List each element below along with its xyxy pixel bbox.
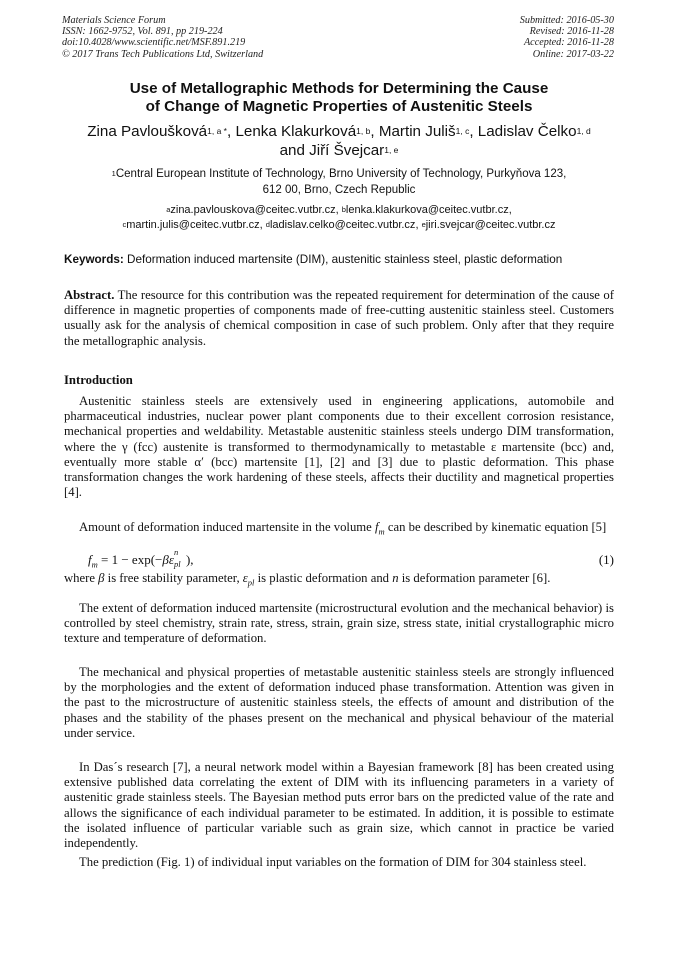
p2-text: Amount of deformation induced martensite in the volume <box>79 520 375 534</box>
p3-beta: β <box>98 571 105 585</box>
author-list <box>40 123 638 160</box>
email-sup: a <box>166 205 171 214</box>
affiliation-line-1 <box>40 167 638 183</box>
p3-n: n <box>392 571 399 585</box>
email-link[interactable]: martin.julis@ceitec.vutbr.cz <box>126 219 260 231</box>
email-sup: e <box>421 220 426 229</box>
emails-line-1: $^a$zina.pavlouskova@ceitec.vutbr.cz, $^b$lenka.klakurkova@ceitec.vutbr.cz, <box>166 204 512 216</box>
abstract-label: Abstract. <box>64 288 115 302</box>
keywords-text: Deformation induced martensite (DIM), austenitic stainless steel, plastic deformation <box>123 253 563 266</box>
email-link[interactable]: ladislav.celko@ceitec.vutbr.cz <box>269 219 416 231</box>
copyright-line: © 2017 Trans Tech Publications Ltd, Switzerland <box>62 48 264 60</box>
eq-end: ), <box>185 552 194 567</box>
paragraph-4: The extent of deformation induced martensite (microstructural evolution and the mechanical behavior) is controlled by steel chemistry, strain rate, stress, strain, grain size, stress state, initial crystallographic micro texture and temperature of deformation. <box>64 601 614 646</box>
paragraph-5: The mechanical and physical properties of metastable austenitic stainless steels are strongly influenced by the morphologies and the extent of deformation induced phase transformation. Attention was given in the past to the microstructure of austenitic stainless steels, the effects of amount and distribution of the phases and the stability of the phases present on the mechanical and physical behaviour of the material under service. <box>64 665 614 740</box>
eq-mid: = 1 − exp(− <box>97 552 163 567</box>
abstract <box>64 288 614 349</box>
equation-expression <box>88 547 194 570</box>
author-name: Martin Juliš <box>378 123 456 140</box>
submitted-date: Submitted: 2016-05-30 <box>519 15 614 26</box>
authors-line-2 <box>40 142 638 161</box>
author-separator: , <box>469 123 478 140</box>
p2-text-end: can be described by kinematic equation [5] <box>384 520 607 534</box>
title-line-1: Use of Metallographic Methods for Determining the Cause <box>129 80 549 97</box>
abstract-text: The resource for this contribution was the repeated requirement for determination of the cause of difference in magnetic properties of components made of free-cutting austenitic stainless steel. Customers usually ask for the analysis of chemical composition in case of such problem. Only after that they require the metallographic analysis. <box>64 288 614 348</box>
author-separator: , <box>370 123 379 140</box>
eq-sub: pl <box>173 559 181 569</box>
affiliation-sup: 1 <box>111 169 116 178</box>
paragraph-2 <box>64 520 614 540</box>
paragraph-3 <box>64 571 614 591</box>
email-link[interactable]: jiri.svejcar@ceitec.vutbr.cz <box>425 219 556 231</box>
author-sup: 1, a * <box>207 126 227 136</box>
paragraph-7: The prediction (Fig. 1) of individual input variables on the formation of DIM for 304 stainless steel. <box>79 855 587 869</box>
p3-text: where <box>64 571 99 585</box>
p3-text: is deformation parameter [6]. <box>398 571 551 585</box>
email-sup: d <box>265 220 270 229</box>
online-date: Online: 2017-03-22 <box>532 48 614 60</box>
eq-lhs-sub: m <box>91 559 98 570</box>
affiliation-text: Central European Institute of Technology, Brno University of Technology, Purkyňova 123, <box>115 168 567 180</box>
keywords <box>64 253 616 267</box>
equation-number: (1) <box>598 552 614 567</box>
email-link[interactable]: zina.pavlouskova@ceitec.vutbr.cz <box>170 204 336 216</box>
author-separator: and <box>279 141 310 159</box>
author-name: Ladislav Čelko <box>477 123 577 140</box>
p3-text: is plastic deformation and <box>254 571 393 585</box>
paragraph-1: Austenitic stainless steels are extensively used in engineering applications, automobile and pharmaceutical industries, nuclear power plant components due to their excellent corrosion resistance, mechanical properties and weldability. Metastable austenitic stainless steels undergo DIM transformation, where the γ (fcc) austenite is transformed to thermodynamically to metastable ε martensite (bcc) and, eventually more stable α′ (bcc) martensite [1], [2] and [3] due to plastic deformation. This phase transformation changes the work hardening of these steels, affects their ductility and magnetical properties [4]. <box>64 394 614 500</box>
accepted-date: Accepted: 2016-11-28 <box>523 37 614 49</box>
author-sup: 1, c <box>455 126 470 136</box>
author-sup: 1, b <box>356 126 371 136</box>
authors-line-1 <box>40 123 638 142</box>
p3-eps: ε <box>242 571 248 585</box>
author-name: Zina Pavloušková <box>87 123 208 140</box>
p3-eps-sub: pl <box>247 577 255 588</box>
emails-line-2: $^c$martin.julis@ceitec.vutbr.cz, $^d$ladislav.celko@ceitec.vutbr.cz, $^e$jiri.svejcar@ceitec.vutbr.cz <box>122 219 556 231</box>
doi-line[interactable]: doi:10.4028/www.scientific.net/MSF.891.219 <box>62 37 246 49</box>
issn-line: ISSN: 1662-9752, Vol. 891, pp 219-224 <box>62 26 223 38</box>
eq-beta-eps: βε <box>162 552 174 567</box>
email-sup: c <box>122 220 127 229</box>
p2-var-sub: m <box>378 526 385 537</box>
eq-sup: n <box>173 547 179 557</box>
equation-1 <box>88 547 614 573</box>
paper-title <box>40 80 638 116</box>
affiliation-line-2: 612 00, Brno, Czech Republic <box>262 183 416 196</box>
journal-name: Materials Science Forum <box>62 15 166 26</box>
journal-header-right <box>520 15 614 60</box>
revised-date: Revised: 2016-11-28 <box>529 26 614 38</box>
keywords-label: Keywords: <box>64 253 124 266</box>
eq-lhs: f <box>88 552 92 567</box>
email-list <box>40 203 638 233</box>
author-name: Lenka Klakurková <box>235 123 357 140</box>
journal-header-left <box>62 15 263 60</box>
eq-scripts <box>173 547 186 569</box>
paragraph-6: In Das´s research [7], a neural network model within a Bayesian framework [8] has been created using extensive published data correlating the extent of DIM with its influencing parameters in a variety of austenitic grade stainless steels. The Bayesian method puts error bars on the predicted value of the rate and allows the significance of each individual parameter to be estimated. In addition, it is possible to estimate the isolated influence of particular variable such as grain size, which cannot in practice be varied independently. <box>64 760 614 851</box>
p2-var: f <box>374 520 379 534</box>
email-sup: b <box>341 205 346 214</box>
p3-text: is free stability parameter, <box>104 571 243 585</box>
section-heading-introduction: Introduction <box>64 373 133 387</box>
title-line-2: of Change of Magnetic Properties of Austenitic Steels <box>145 98 533 115</box>
email-link[interactable]: lenka.klakurkova@ceitec.vutbr.cz <box>345 204 509 216</box>
author-sup: 1, e <box>384 144 399 155</box>
author-sup: 1, d <box>576 126 591 136</box>
author-name: Jiří Švejcar <box>309 141 385 159</box>
author-separator: , <box>226 123 236 140</box>
affiliation <box>40 167 638 198</box>
